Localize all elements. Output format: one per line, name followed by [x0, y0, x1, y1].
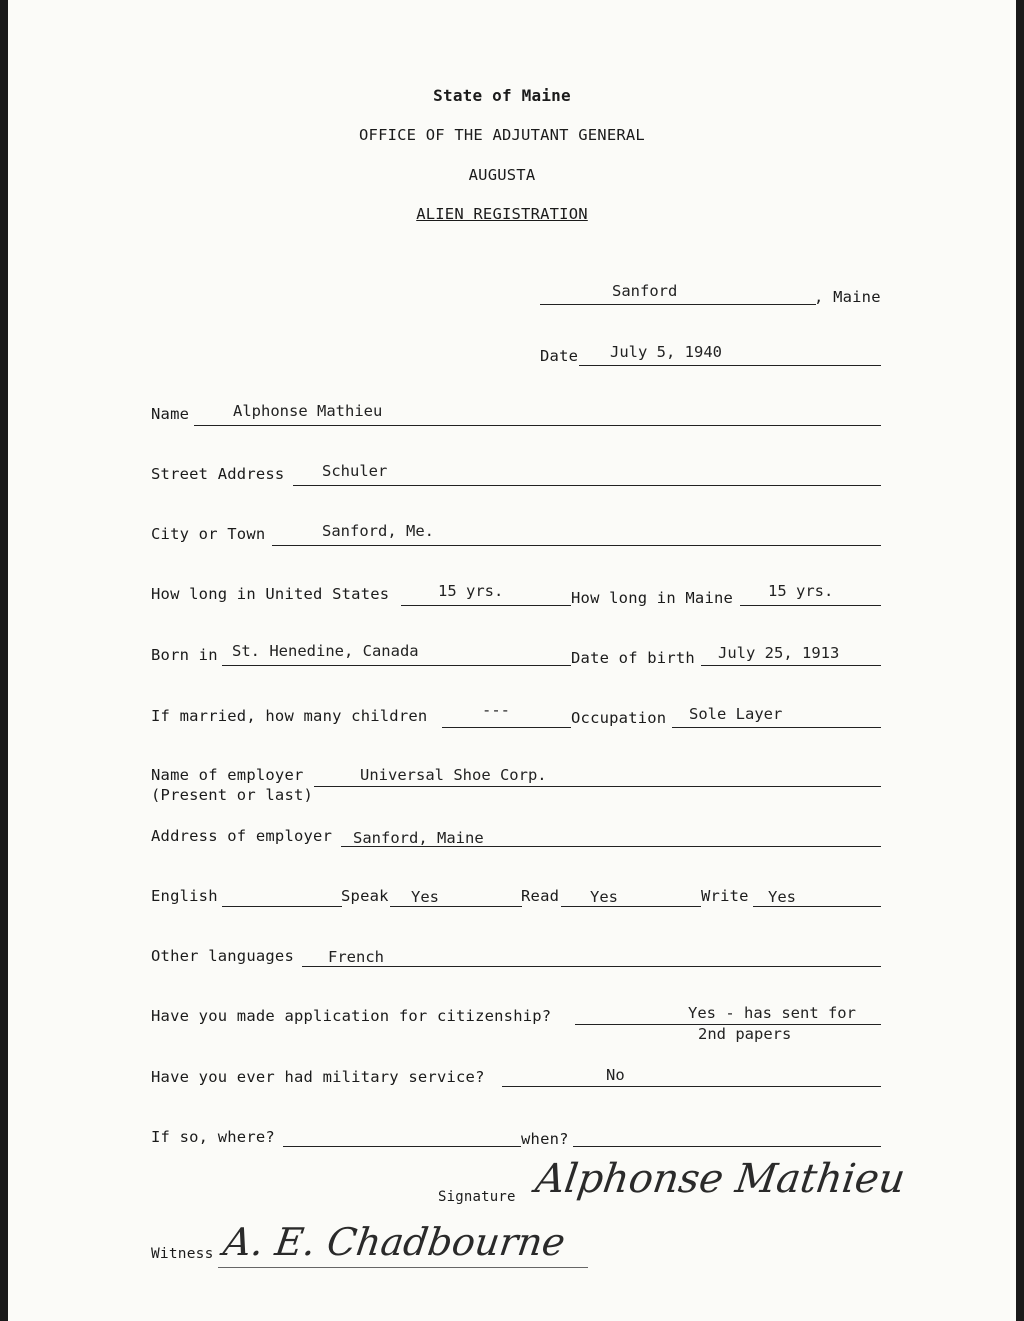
employer-address-value: Sanford, Maine: [353, 829, 484, 847]
employer-value: Universal Shoe Corp.: [360, 766, 547, 784]
registration-form: [8, 0, 1016, 1321]
date-line: [579, 365, 881, 366]
street-label: Street Address: [151, 465, 285, 483]
town-value: Sanford: [612, 282, 678, 300]
date-of-birth-label: Date of birth: [571, 649, 695, 667]
street-line: [293, 485, 881, 486]
how-long-us-label: How long in United States: [151, 585, 390, 603]
speak-line: [390, 906, 522, 907]
occupation-label: Occupation: [571, 709, 667, 727]
military-line: [502, 1086, 881, 1087]
other-languages-line: [302, 966, 881, 967]
military-value: No: [606, 1066, 625, 1084]
when-line: [573, 1146, 881, 1147]
children-label: If married, how many children: [151, 707, 428, 725]
citizenship-value-line2: 2nd papers: [698, 1025, 792, 1043]
office-title: OFFICE OF THE ADJUTANT GENERAL: [359, 126, 645, 144]
date-value: July 5, 1940: [610, 343, 722, 361]
born-in-value: St. Henedine, Canada: [232, 642, 419, 660]
military-label: Have you ever had military service?: [151, 1068, 485, 1086]
town-line: [540, 304, 816, 305]
born-in-line: [222, 665, 571, 666]
state-suffix: , Maine: [814, 288, 881, 306]
date-of-birth-value: July 25, 1913: [718, 644, 840, 662]
english-label: English: [151, 887, 218, 905]
write-value: Yes: [768, 888, 796, 906]
date-label: Date: [540, 347, 579, 365]
street-value: Schuler: [322, 462, 388, 480]
name-value: Alphonse Mathieu: [233, 402, 383, 420]
city-line: [272, 545, 881, 546]
witness-signature: A. E. Chadbourne: [220, 1220, 568, 1264]
name-line: [194, 425, 881, 426]
read-label: Read: [521, 887, 560, 905]
where-label: If so, where?: [151, 1128, 275, 1146]
children-line: [442, 727, 571, 728]
speak-value: Yes: [411, 888, 439, 906]
date-of-birth-line: [701, 665, 881, 666]
employer-address-label: Address of employer: [151, 827, 333, 845]
other-languages-value: French: [328, 948, 384, 966]
name-label: Name: [151, 405, 190, 423]
city-title: AUGUSTA: [468, 166, 536, 184]
english-line: [222, 906, 342, 907]
how-long-maine-label: How long in Maine: [571, 589, 734, 607]
speak-label: Speak: [341, 887, 389, 905]
form-title: ALIEN REGISTRATION: [416, 205, 588, 223]
read-value: Yes: [590, 888, 618, 906]
employer-address-line: [341, 846, 881, 847]
signature-label: Signature: [438, 1189, 516, 1205]
how-long-maine-value: 15 yrs.: [768, 582, 834, 600]
witness-label: Witness: [151, 1246, 214, 1262]
citizenship-label: Have you made application for citizenship?: [151, 1007, 552, 1025]
how-long-maine-line: [740, 605, 881, 606]
how-long-us-line: [401, 605, 571, 606]
employer-sublabel: (Present or last): [151, 786, 314, 804]
where-line: [283, 1146, 521, 1147]
write-line: [753, 906, 881, 907]
signature: Alphonse Mathieu: [532, 1156, 908, 1202]
city-value: Sanford, Me.: [322, 522, 434, 540]
born-in-label: Born in: [151, 646, 218, 664]
read-line: [561, 906, 701, 907]
occupation-line: [672, 727, 881, 728]
employer-line: [314, 786, 881, 787]
how-long-us-value: 15 yrs.: [438, 582, 504, 600]
state-title: State of Maine: [433, 86, 571, 105]
employer-label: Name of employer: [151, 766, 304, 784]
citizenship-value-line1: Yes - has sent for: [688, 1004, 856, 1022]
other-languages-label: Other languages: [151, 947, 294, 965]
children-value: ---: [482, 701, 510, 719]
write-label: Write: [701, 887, 749, 905]
occupation-value: Sole Layer: [689, 705, 783, 723]
city-label: City or Town: [151, 525, 266, 543]
when-label: when?: [521, 1130, 569, 1148]
witness-line: [218, 1267, 588, 1268]
